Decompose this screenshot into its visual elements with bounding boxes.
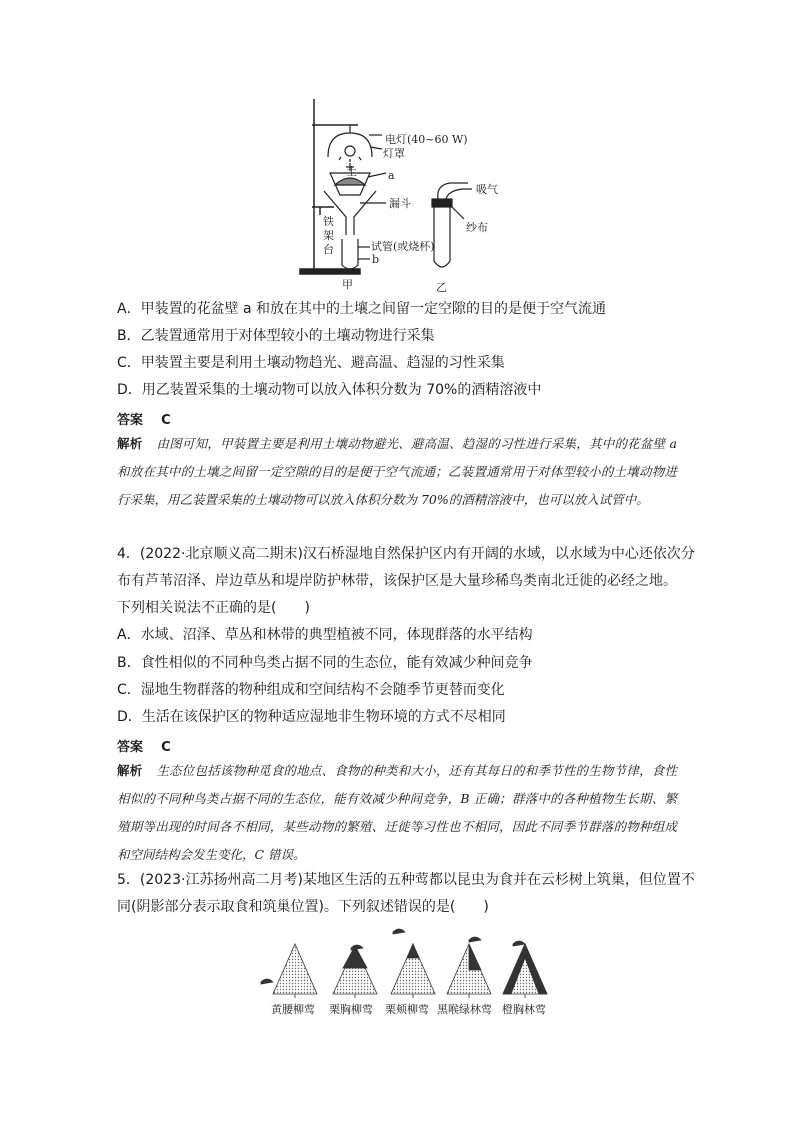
q4-explanation bbox=[117, 757, 677, 869]
q4-stem-line-3: 下列相关说法不正确的是( ) bbox=[117, 600, 310, 616]
q4-option-b: B．食性相似的不同种鸟类占据不同的生态位，能有效减少种间竞争 bbox=[117, 655, 533, 671]
q4-answer bbox=[117, 736, 171, 755]
spruce-tree-5 bbox=[503, 941, 547, 998]
label-a: a bbox=[388, 169, 395, 182]
lamp bbox=[328, 125, 382, 162]
bird-label-5: 橙胸林莺 bbox=[502, 1003, 546, 1016]
spruce-tree-2 bbox=[333, 945, 377, 998]
q3-option-c: C．甲装置主要是利用土壤动物趋光、避高温、趋湿的习性采集 bbox=[117, 355, 505, 371]
explanation-text: 由图可知，甲装置主要是利用土壤动物避光、避高温、趋湿的习性进行采集，其中的花盆壁 a 和放在其中的土壤之间留一定空隙的目的是便于空气流通；乙装置通常用于对体型较小的土壤动物进行采集，用乙装置采集的土壤动物可以放入体积分数为 70%的酒精溶液中，也可以放入试管中。 bbox=[117, 436, 677, 507]
q4-stem-line-2: 布有芦苇沼泽、岸边草丛和堤岸防护林带，该保护区是大量珍稀鸟类南北迁徙的必经之地。 bbox=[117, 573, 677, 589]
q3-answer bbox=[117, 409, 171, 428]
apparatus-figure bbox=[290, 95, 530, 295]
spruce-tree-1 bbox=[261, 944, 317, 998]
label-shade: 灯罩 bbox=[383, 147, 405, 160]
label-soil: 土 bbox=[346, 165, 357, 178]
spruce-figure bbox=[255, 922, 555, 1002]
bird-label-1: 黄腰柳莺 bbox=[271, 1003, 315, 1016]
label-stand-1: 铁 bbox=[323, 215, 334, 228]
bird-label-3: 栗颊柳莺 bbox=[385, 1003, 429, 1016]
explanation-label: 解析 bbox=[117, 763, 143, 778]
explanation-text: 生态位包括该物种觅食的地点、食物的种类和大小，还有其每日的和季节性的生物节律，食性相似的不同种鸟类占据不同的生态位，能有效减少种间竞争，B 正确；群落中的各种植物生长期、繁殖期等出现的时间各不相同，某些动物的繁殖、迁徙等习性也不相同，因此不同季节群落的物种组成和空间结构会发生变化，C 错误。 bbox=[117, 763, 677, 862]
answer-value: C bbox=[161, 740, 171, 755]
q4-option-a: A．水域、沼泽、草丛和林带的典型植被不同，体现群落的水平结构 bbox=[117, 627, 533, 643]
label-jia: 甲 bbox=[342, 278, 353, 291]
q3-explanation bbox=[117, 430, 677, 514]
label-b: b bbox=[372, 253, 380, 266]
label-funnel: 漏斗 bbox=[389, 197, 411, 210]
q5-stem-line-1: 5．(2023·江苏扬州高二月考)某地区生活的五种莺都以昆虫为食并在云杉树上筑巢，但位置不 bbox=[117, 872, 695, 888]
explanation-label: 解析 bbox=[117, 436, 143, 451]
label-stand-3: 台 bbox=[323, 243, 334, 256]
soil-pot bbox=[330, 163, 386, 195]
label-suck: 吸气 bbox=[476, 183, 498, 196]
label-lamp: 电灯(40~60 W) bbox=[385, 133, 468, 146]
q3-option-a: A．甲装置的花盆壁 a 和放在其中的土壤之间留一定空隙的目的是便于空气流通 bbox=[117, 301, 607, 317]
q4-option-c: C．湿地生物群落的物种组成和空间结构不会随季节更替而变化 bbox=[117, 682, 505, 698]
label-tube: 试管(或烧杯) bbox=[371, 240, 435, 253]
answer-label: 答案 bbox=[117, 413, 144, 428]
bird-label-4: 黑喉绿林莺 bbox=[437, 1003, 492, 1016]
q4-stem-line-1: 4．(2022·北京顺义高二期末)汉石桥湿地自然保护区内有开阔的水域，以水域为中心还依次分 bbox=[117, 546, 695, 562]
spruce-tree-3 bbox=[391, 929, 435, 998]
answer-value: C bbox=[161, 413, 171, 428]
answer-label: 答案 bbox=[117, 740, 144, 755]
q3-option-b: B．乙装置通常用于对体型较小的土壤动物进行采集 bbox=[117, 328, 435, 344]
label-gauze: 纱布 bbox=[466, 221, 488, 234]
bird-label-2: 栗胸柳莺 bbox=[329, 1003, 373, 1016]
spruce-tree-4 bbox=[447, 937, 491, 998]
label-yi: 乙 bbox=[436, 281, 447, 294]
q3-option-d: D．用乙装置采集的土壤动物可以放入体积分数为 70%的酒精溶液中 bbox=[117, 382, 542, 398]
label-stand-2: 架 bbox=[323, 229, 334, 242]
q4-option-d: D．生活在该保护区的物种适应湿地非生物环境的方式不尽相同 bbox=[117, 709, 506, 725]
q5-stem-line-2: 同(阴影部分表示取食和筑巢位置)。下列叙述错误的是( ) bbox=[117, 899, 489, 915]
test-tube bbox=[342, 239, 370, 269]
